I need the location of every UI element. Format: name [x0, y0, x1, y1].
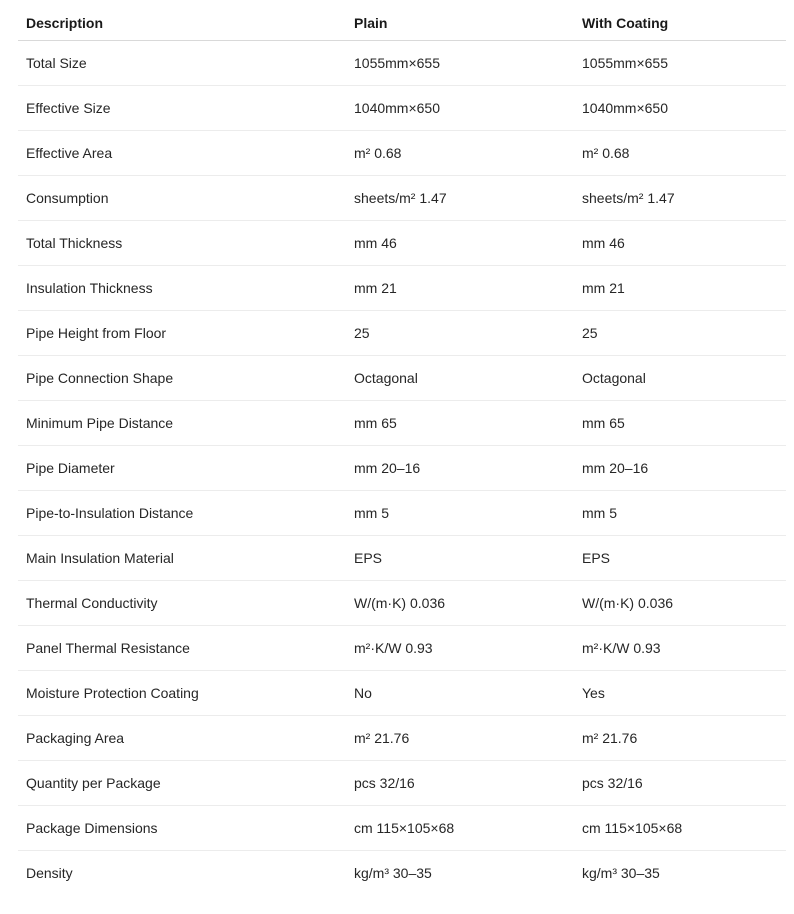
- cell-plain: 1055mm×655: [346, 41, 574, 86]
- row-label: Pipe Diameter: [18, 446, 346, 491]
- column-header-coating: With Coating: [574, 6, 786, 41]
- row-label: Density: [26, 865, 73, 881]
- cell-coating: cm 115×105×68: [574, 806, 786, 851]
- table-row: [18, 401, 786, 446]
- table-header: [18, 6, 786, 41]
- table-row: [18, 671, 786, 716]
- cell-plain: cm 115×105×68: [346, 806, 574, 851]
- cell-coating: 1055mm×655: [574, 41, 786, 86]
- table-row: [18, 176, 786, 221]
- cell-coating: pcs 32/16: [574, 761, 786, 806]
- row-label: Moisture Protection Coating: [18, 671, 346, 716]
- cell-coating: mm 65: [574, 401, 786, 446]
- cell-coating: m² 21.76: [574, 716, 786, 761]
- column-header-description: Description: [18, 6, 346, 41]
- cell-plain: W/(m·K) 0.036: [346, 581, 574, 626]
- row-label: Total Size: [18, 41, 346, 86]
- cell-coating: m² 0.68: [574, 131, 786, 176]
- header-row: [18, 6, 786, 41]
- cell-plain: m² 21.76: [346, 716, 574, 761]
- column-header-plain: Plain: [346, 6, 574, 41]
- cell-coating: W/(m·K) 0.036: [574, 581, 786, 626]
- row-label: Thermal Conductivity: [18, 581, 346, 626]
- cell-plain: Octagonal: [346, 356, 574, 401]
- row-label: Consumption: [18, 176, 346, 221]
- table-row: [18, 626, 786, 671]
- cell-coating: sheets/m² 1.47: [574, 176, 786, 221]
- table-row: [18, 491, 786, 536]
- table-row: [18, 806, 786, 851]
- cell-plain: mm 20–16: [346, 446, 574, 491]
- cell-plain: mm 5: [346, 491, 574, 536]
- row-label: Package Dimensions: [18, 806, 346, 851]
- row-label: Effective Area: [18, 131, 346, 176]
- row-label: Packaging Area: [18, 716, 346, 761]
- cell-plain: mm 21: [346, 266, 574, 311]
- cell-plain: EPS: [346, 536, 574, 581]
- cell-plain: kg/m³ 30–35: [354, 865, 432, 881]
- cell-coating: 1040mm×650: [574, 86, 786, 131]
- table-row: [18, 761, 786, 806]
- cell-coating: EPS: [574, 536, 786, 581]
- row-label: Pipe Connection Shape: [18, 356, 346, 401]
- table-row: [18, 536, 786, 581]
- cell-coating: Octagonal: [574, 356, 786, 401]
- row-label: Effective Size: [18, 86, 346, 131]
- row-label: Panel Thermal Resistance: [18, 626, 346, 671]
- table-row: [18, 41, 786, 86]
- table-row: [18, 266, 786, 311]
- cell-plain: 25: [346, 311, 574, 356]
- row-label: Pipe Height from Floor: [18, 311, 346, 356]
- table-body: [18, 41, 786, 896]
- table-row: [18, 311, 786, 356]
- row-label: Quantity per Package: [18, 761, 346, 806]
- row-label: Minimum Pipe Distance: [18, 401, 346, 446]
- cell-coating: mm 20–16: [574, 446, 786, 491]
- cell-plain: m²·K/W 0.93: [346, 626, 574, 671]
- cell-plain: 1040mm×650: [346, 86, 574, 131]
- spec-comparison-table: [18, 6, 786, 895]
- cell-plain: mm 46: [346, 221, 574, 266]
- row-label: Insulation Thickness: [18, 266, 346, 311]
- table-row: [18, 851, 786, 896]
- cell-plain: pcs 32/16: [346, 761, 574, 806]
- cell-plain: sheets/m² 1.47: [346, 176, 574, 221]
- table-row: [18, 446, 786, 491]
- cell-coating: Yes: [574, 671, 786, 716]
- cell-coating: mm 21: [574, 266, 786, 311]
- row-label: Pipe-to-Insulation Distance: [18, 491, 346, 536]
- table-row: [18, 716, 786, 761]
- table-row: [18, 221, 786, 266]
- cell-coating: m²·K/W 0.93: [574, 626, 786, 671]
- cell-coating: mm 46: [574, 221, 786, 266]
- row-label: Main Insulation Material: [18, 536, 346, 581]
- cell-plain: mm 65: [346, 401, 574, 446]
- row-label: Total Thickness: [18, 221, 346, 266]
- cell-coating: kg/m³ 30–35: [582, 865, 660, 881]
- table-row: [18, 356, 786, 401]
- cell-coating: 25: [574, 311, 786, 356]
- table-row: [18, 581, 786, 626]
- table-row: [18, 131, 786, 176]
- table-row: [18, 86, 786, 131]
- cell-coating: mm 5: [574, 491, 786, 536]
- cell-plain: m² 0.68: [346, 131, 574, 176]
- cell-plain: No: [346, 671, 574, 716]
